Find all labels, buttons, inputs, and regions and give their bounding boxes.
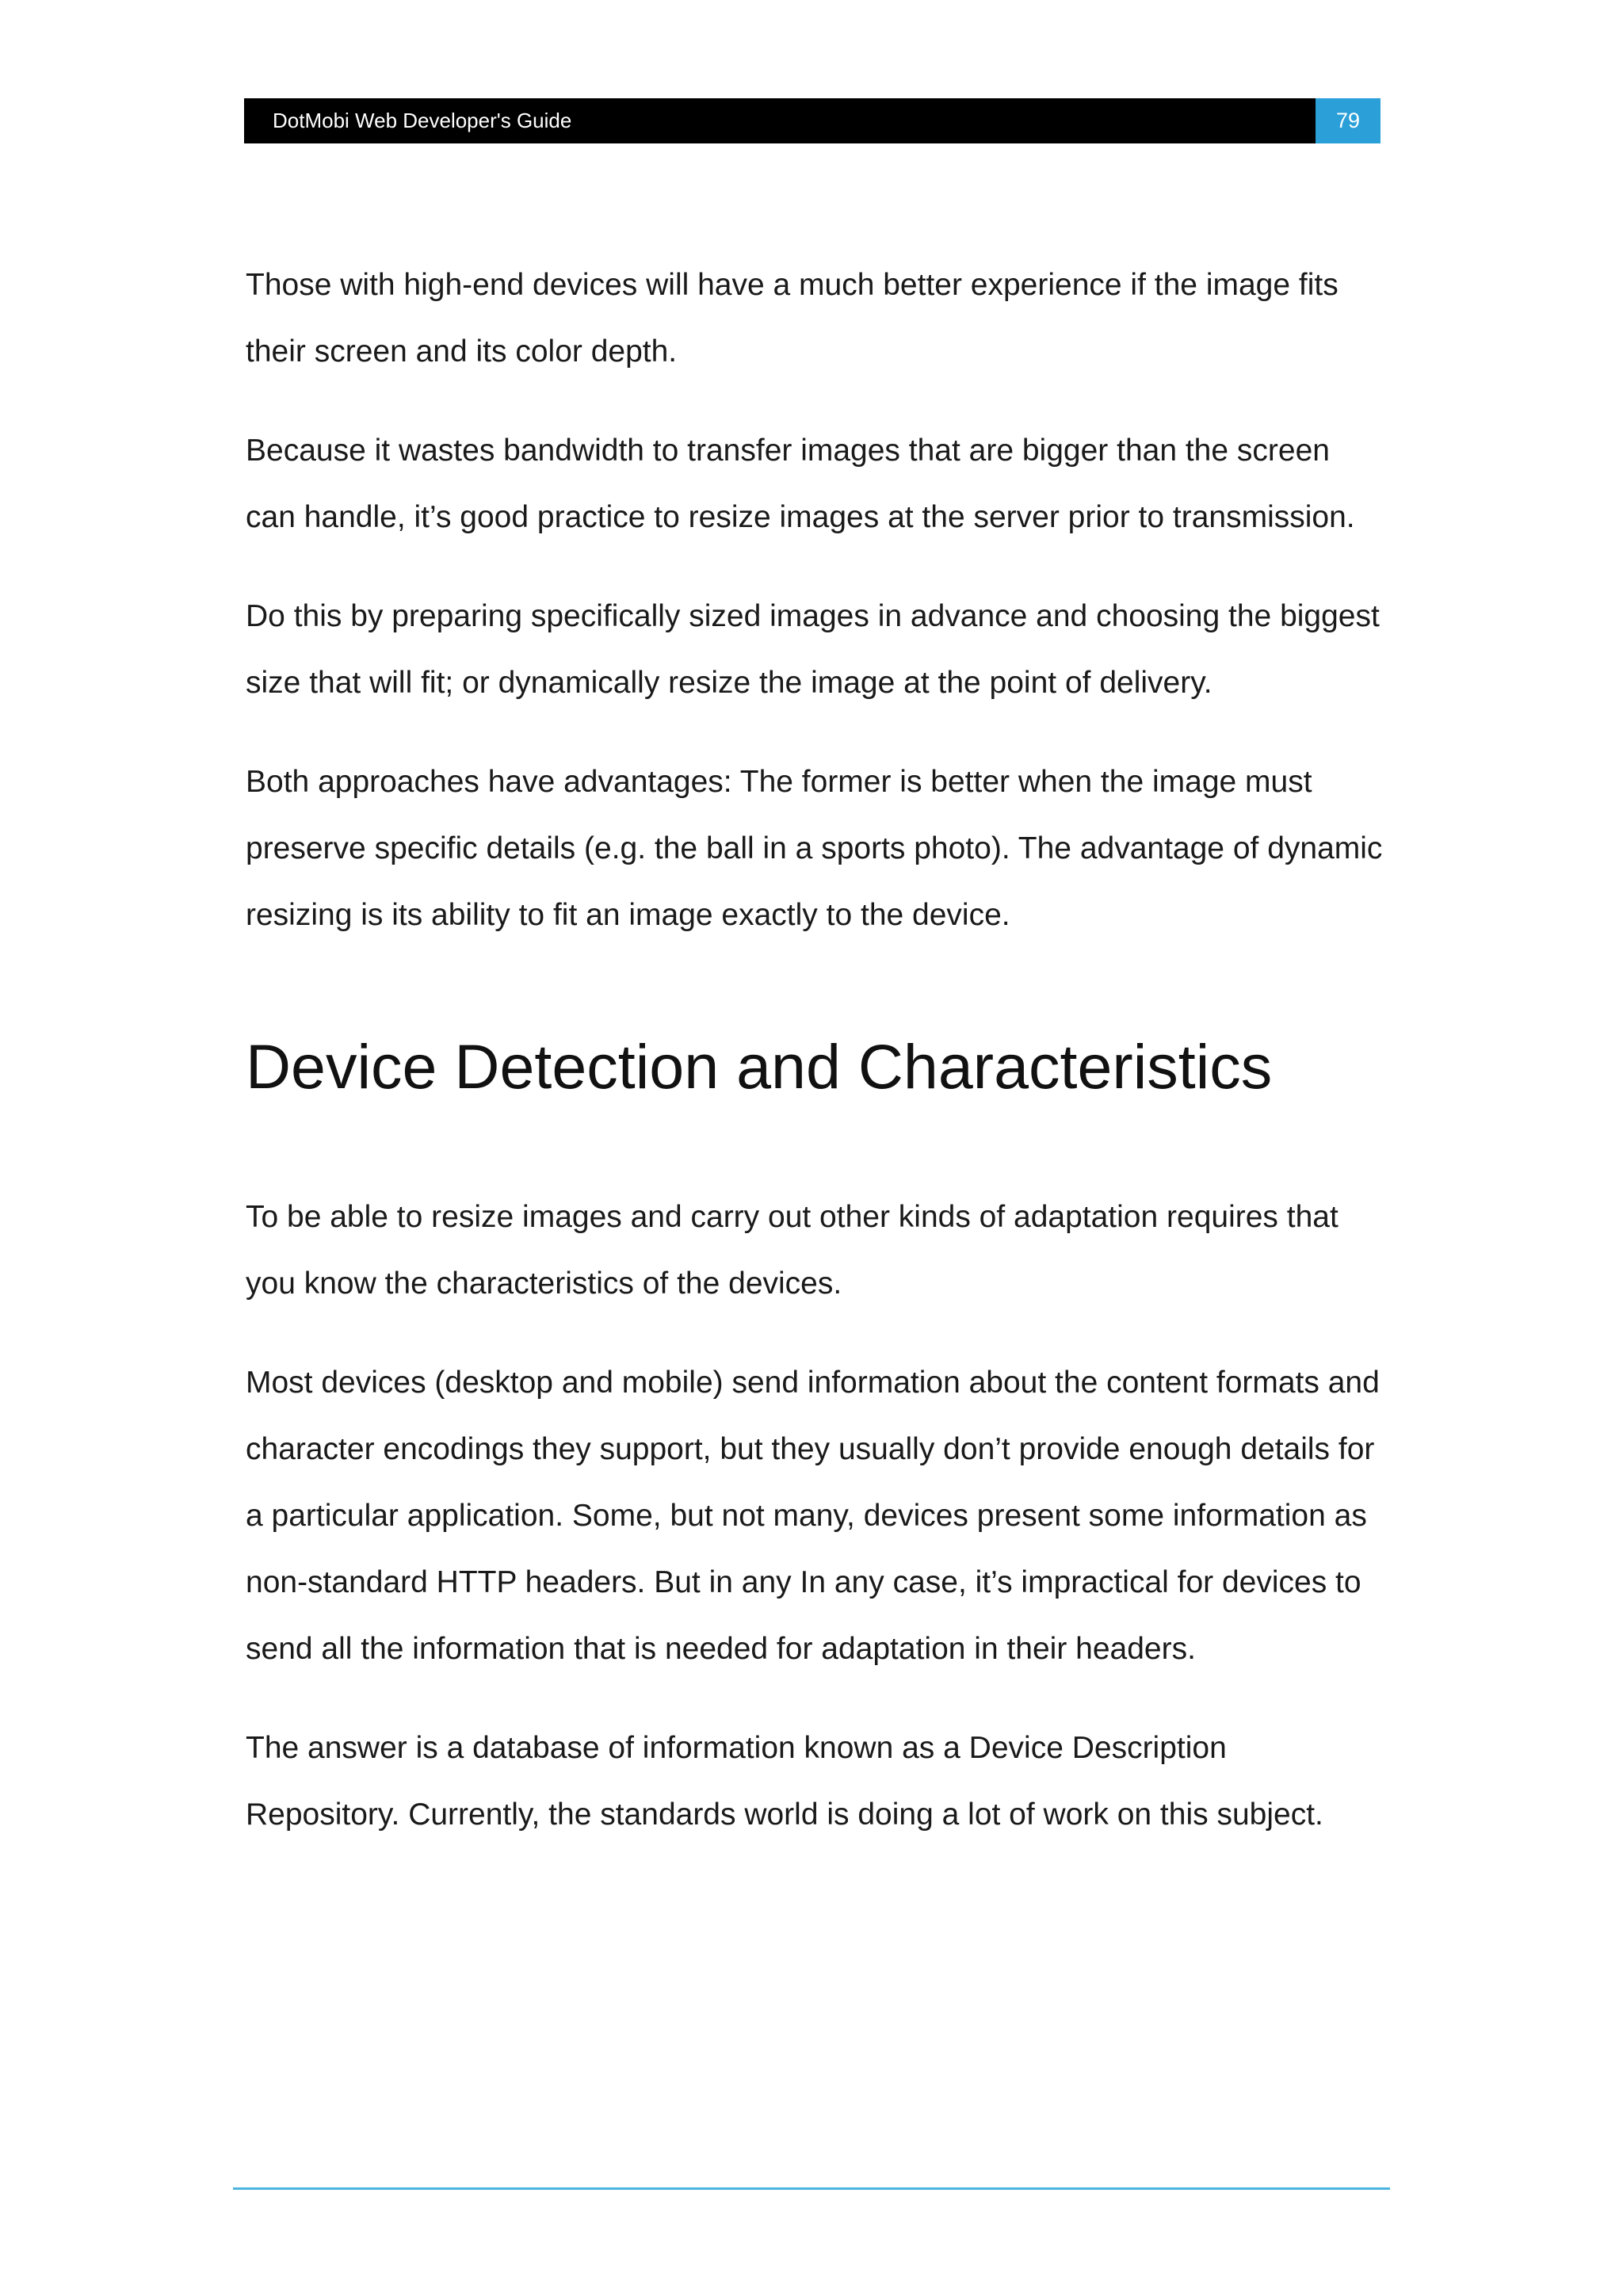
body-paragraph: Because it wastes bandwidth to transfer images that are bigger than the screen can handle, it’s good practice to resize images at the server prior to transmission. [246, 434, 1355, 534]
body-paragraph: Both approaches have advantages: The former is better when the image must preserve specific details (e.g. the ball in a sports photo). The advantage of dynamic resizing is its ability to fit an image exactly to the device. [246, 765, 1383, 932]
body-paragraph: Do this by preparing specifically sized images in advance and choosing the biggest size that will fit; or dynamically resize the image at the point of delivery. [246, 599, 1380, 700]
section-heading: Device Detection and Characteristics [246, 1031, 1273, 1102]
page-body [246, 252, 1387, 1848]
page-number: 79 [1316, 98, 1381, 143]
body-paragraph: Most devices (desktop and mobile) send information about the content formats and character encodings they support, but they usually don’t provide enough details for a particular application. Some, but not many, devices present some information as non-standard HTTP headers. But in any In any case, it’s impractical for devices to send all the information that is needed for adaptation in their headers. [246, 1366, 1380, 1666]
section-heading-container [246, 1031, 1387, 1102]
body-paragraph: To be able to resize images and carry out other kinds of adaptation requires that you know the characteristics of the devices. [246, 1200, 1338, 1301]
running-header [244, 98, 1381, 143]
body-paragraph: The answer is a database of information known as a Device Description Repository. Currently, the standards world is doing a lot of work on this subject. [246, 1731, 1323, 1832]
footer-divider [233, 2187, 1390, 2190]
body-paragraph: Those with high-end devices will have a much better experience if the image fits their screen and its color depth. [246, 268, 1338, 369]
running-header-title: DotMobi Web Developer's Guide [273, 109, 572, 132]
